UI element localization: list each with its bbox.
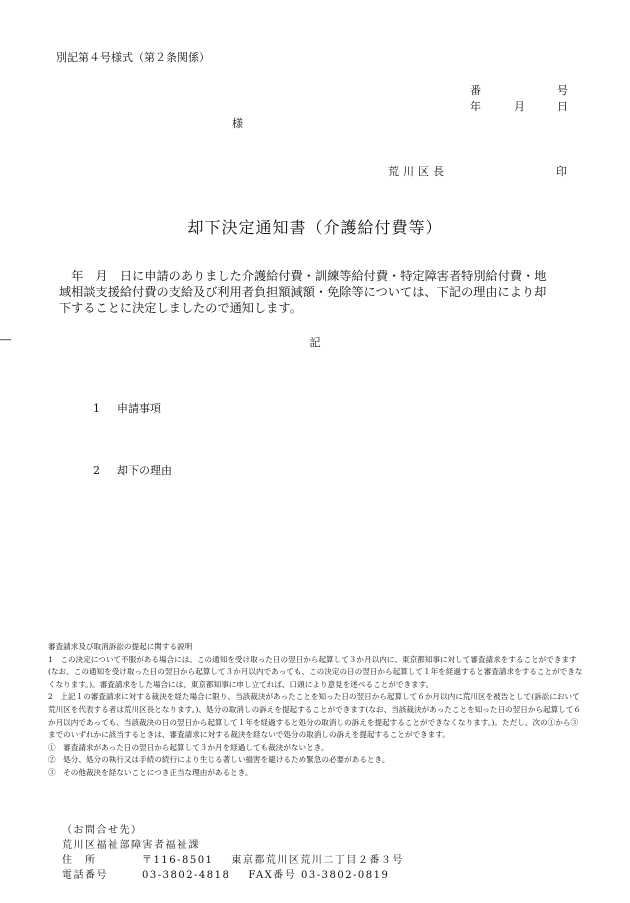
notice-body-line: 域相談支援給付費の支給及び利用者負担額減額・免除等については、下記の理由により却 [59, 285, 547, 299]
notes-condition: ① 審査請求があった日の翌日から起算して３か月を経過しても裁決がないとき。 [48, 742, 329, 752]
number-label: 番 [470, 84, 481, 97]
section-label: 却下の理由 [117, 464, 172, 477]
month-label: 月 [514, 100, 525, 113]
notice-body-line: 下することに決定しましたので通知します。 [59, 301, 302, 315]
notice-body [59, 268, 574, 316]
notes-condition: ③ その他裁決を経ないことにつき正当な理由があるとき。 [48, 767, 253, 777]
day-label: 日 [557, 100, 568, 113]
contact-heading: （お問合せ先） [62, 825, 143, 836]
address-label: 住 所 [62, 855, 97, 866]
address-text: 東京都荒川区荒川二丁目２番３号 [231, 855, 404, 866]
fax-number: 03-3802-0819 [301, 870, 390, 881]
issuer-name: 荒川区長 [388, 165, 448, 178]
notes-heading: 審査請求及び取消訴訟の提起に関する説明 [48, 642, 193, 651]
postal-code: 〒116-8501 [142, 855, 214, 866]
notes-item: 2 上記１の審査請求に対する裁決を経た場合に限り、当該裁決があったことを知った日の翌日から起算して６か月以内に荒川区を被告として(訴訟において荒川区を代表する者は荒川区長となります。)、処分の取消しの訴えを提起することができます(なお、当該裁決があったことを知った日の翌日から起算して６か月以内であっても、当該裁決の日の翌日から起算して１年を経過すると処分の取消しの訴えを提起することができなくなります。)。ただし、次の①から③までのいずれかに該当するときは、審査請求に対する裁決を経ないで処分の取消しの訴えを提起することができます。 [48, 692, 581, 740]
form-number: 別記第４号様式（第２条関係） [56, 51, 210, 64]
notes-item: 1 この決定について不服がある場合には、この通知を受け取った日の翌日から起算して３か月以内に、東京都知事に対して審査請求をすることができます(なお、この通知を受け取った日の翌日から起算して３か月以内であっても、この決定の日の翌日から起算して１年を経過すると審査請求をすることができなくなります。)。審査請求をした場合には、東京都知事に申し立てれば、口頭により意見を述べることができます。 [48, 654, 583, 689]
section-number: 2 [93, 464, 100, 477]
document-title: 却下決定通知書（介護給付費等） [187, 218, 443, 237]
side-mark: ― [0, 333, 11, 346]
contact-address-row [62, 853, 404, 868]
section-label: 申請事項 [117, 402, 161, 415]
contact-info [62, 823, 404, 883]
section-number: 1 [93, 402, 100, 415]
contact-phone-row [62, 868, 404, 883]
number-suffix-label: 号 [557, 84, 568, 97]
section-application-item [93, 400, 161, 416]
seal-mark: 印 [556, 165, 567, 178]
fax-label: FAX番号 [248, 870, 297, 881]
year-label: 年 [470, 100, 481, 113]
appeal-notes [48, 641, 583, 780]
phone-number: 03-3802-4818 [142, 870, 231, 881]
ki-heading: 記 [309, 336, 321, 349]
contact-department: 荒川区福祉部障害者福祉課 [62, 840, 200, 851]
notes-condition: ② 処分、処分の執行又は手続の続行により生じる著しい損害を避けるため緊急の必要があるとき。 [48, 755, 390, 765]
recipient-honorific: 様 [232, 117, 243, 130]
notice-body-line: 年 月 日に申請のありました介護給付費・訓練等給付費・特定障害者特別給付費・地 [59, 269, 547, 283]
section-rejection-reason [93, 462, 172, 478]
phone-label: 電話番号 [62, 870, 108, 881]
